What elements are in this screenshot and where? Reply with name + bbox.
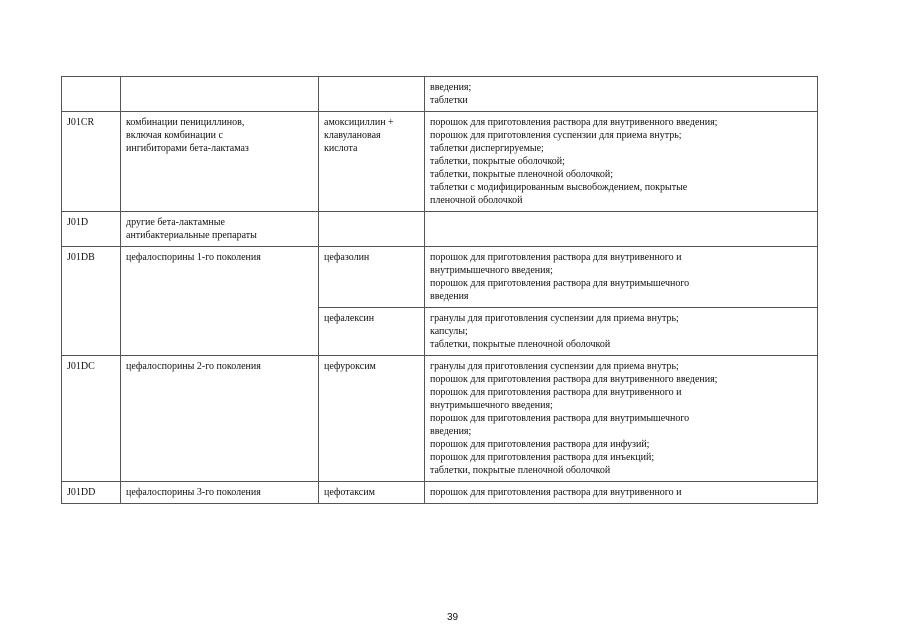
cell-text-line: цефалоспорины 3-го поколения xyxy=(126,487,261,498)
cell-text-line: цефалексин xyxy=(324,313,375,324)
cell-text-line: пленочной оболочкой xyxy=(430,195,523,206)
atc-code-cell xyxy=(62,77,121,112)
cell-text-line: таблетки, покрытые пленочной оболочкой; xyxy=(430,169,614,180)
pharmacological-group-cell xyxy=(121,112,319,212)
table-row xyxy=(62,308,818,356)
cell-text-line: порошок для приготовления раствора для инъекций; xyxy=(430,452,655,463)
pharmacological-group-cell xyxy=(121,356,319,482)
dosage-forms-cell xyxy=(425,482,818,504)
cell-text-line: цефуроксим xyxy=(324,361,376,372)
cell-text-line: гранулы для приготовления суспензии для приема внутрь; xyxy=(430,361,679,372)
cell-text-line: внутримышечного введения; xyxy=(430,265,553,276)
cell-text-line: другие бета-лактамные xyxy=(126,217,225,228)
cell-text-line: порошок для приготовления суспензии для приема внутрь; xyxy=(430,130,682,141)
atc-code-cell xyxy=(62,112,121,212)
cell-text-line: включая комбинации с xyxy=(126,130,223,141)
cell-text-line: введения; xyxy=(430,82,472,93)
cell-text-line: цефалоспорины 2-го поколения xyxy=(126,361,261,372)
table-row xyxy=(62,212,818,247)
cell-text-line: порошок для приготовления раствора для внутривенного и xyxy=(430,252,682,263)
cell-text-line: антибактериальные препараты xyxy=(126,230,257,241)
cell-text-line: кислота xyxy=(324,143,358,154)
cell-text-line: порошок для приготовления раствора для инфузий; xyxy=(430,439,650,450)
cell-text-line: цефалоспорины 1-го поколения xyxy=(126,252,261,263)
pharmacological-group-cell xyxy=(121,482,319,504)
cell-text-line: внутримышечного введения; xyxy=(430,400,553,411)
cell-text-line: J01CR xyxy=(67,117,95,128)
table-row xyxy=(62,482,818,504)
drug-name-cell xyxy=(319,356,425,482)
cell-text-line: таблетки, покрытые пленочной оболочкой xyxy=(430,339,611,350)
cell-text-line: порошок для приготовления раствора для внутривенного и xyxy=(430,487,682,498)
drug-name-cell xyxy=(319,77,425,112)
cell-text-line: J01D xyxy=(67,217,89,228)
drug-classification-table xyxy=(61,76,818,504)
cell-text-line: амоксициллин + xyxy=(324,117,394,128)
cell-text-line: порошок для приготовления раствора для внутривенного и xyxy=(430,387,682,398)
table-row xyxy=(62,356,818,482)
pharmacological-group-cell xyxy=(121,247,319,308)
table-body xyxy=(62,77,818,504)
cell-text-line: порошок для приготовления раствора для внутривенного введения; xyxy=(430,117,718,128)
dosage-forms-cell xyxy=(425,247,818,308)
cell-text-line: таблетки, покрытые оболочкой; xyxy=(430,156,565,167)
cell-text-line: таблетки диспергируемые; xyxy=(430,143,544,154)
drug-name-cell xyxy=(319,112,425,212)
dosage-forms-cell xyxy=(425,112,818,212)
pharmacological-group-cell xyxy=(121,308,319,356)
pharmacological-group-cell xyxy=(121,212,319,247)
dosage-forms-cell xyxy=(425,212,818,247)
cell-text-line: J01DC xyxy=(67,361,95,372)
cell-text-line: цефазолин xyxy=(324,252,370,263)
cell-text-line: порошок для приготовления раствора для внутримышечного xyxy=(430,413,690,424)
atc-code-cell xyxy=(62,308,121,356)
cell-text-line: ингибиторами бета-лактамаз xyxy=(126,143,249,154)
dosage-forms-cell xyxy=(425,308,818,356)
cell-text-line: гранулы для приготовления суспензии для приема внутрь; xyxy=(430,313,679,324)
cell-text-line: таблетки xyxy=(430,95,468,106)
atc-code-cell xyxy=(62,212,121,247)
cell-text-line: таблетки с модифицированным высвобождением, покрытые xyxy=(430,182,688,193)
cell-text-line: порошок для приготовления раствора для внутривенного введения; xyxy=(430,374,718,385)
page-number: 39 xyxy=(446,612,459,623)
pharmacological-group-cell xyxy=(121,77,319,112)
atc-code-cell xyxy=(62,247,121,308)
drug-name-cell xyxy=(319,308,425,356)
table-row xyxy=(62,112,818,212)
table-row xyxy=(62,77,818,112)
cell-text-line: капсулы; xyxy=(430,326,468,337)
cell-text-line: цефотаксим xyxy=(324,487,375,498)
atc-code-cell xyxy=(62,356,121,482)
table-row xyxy=(62,247,818,308)
drug-name-cell xyxy=(319,482,425,504)
cell-text-line: клавулановая xyxy=(324,130,381,141)
cell-text-line: J01DB xyxy=(67,252,95,263)
dosage-forms-cell xyxy=(425,356,818,482)
cell-text-line: введения; xyxy=(430,426,472,437)
drug-name-cell xyxy=(319,212,425,247)
dosage-forms-cell xyxy=(425,77,818,112)
cell-text-line: комбинации пенициллинов, xyxy=(126,117,245,128)
cell-text-line: таблетки, покрытые пленочной оболочкой xyxy=(430,465,611,476)
atc-code-cell xyxy=(62,482,121,504)
cell-text-line: введения xyxy=(430,291,469,302)
drug-name-cell xyxy=(319,247,425,308)
cell-text-line: порошок для приготовления раствора для внутримышечного xyxy=(430,278,690,289)
cell-text-line: J01DD xyxy=(67,487,96,498)
